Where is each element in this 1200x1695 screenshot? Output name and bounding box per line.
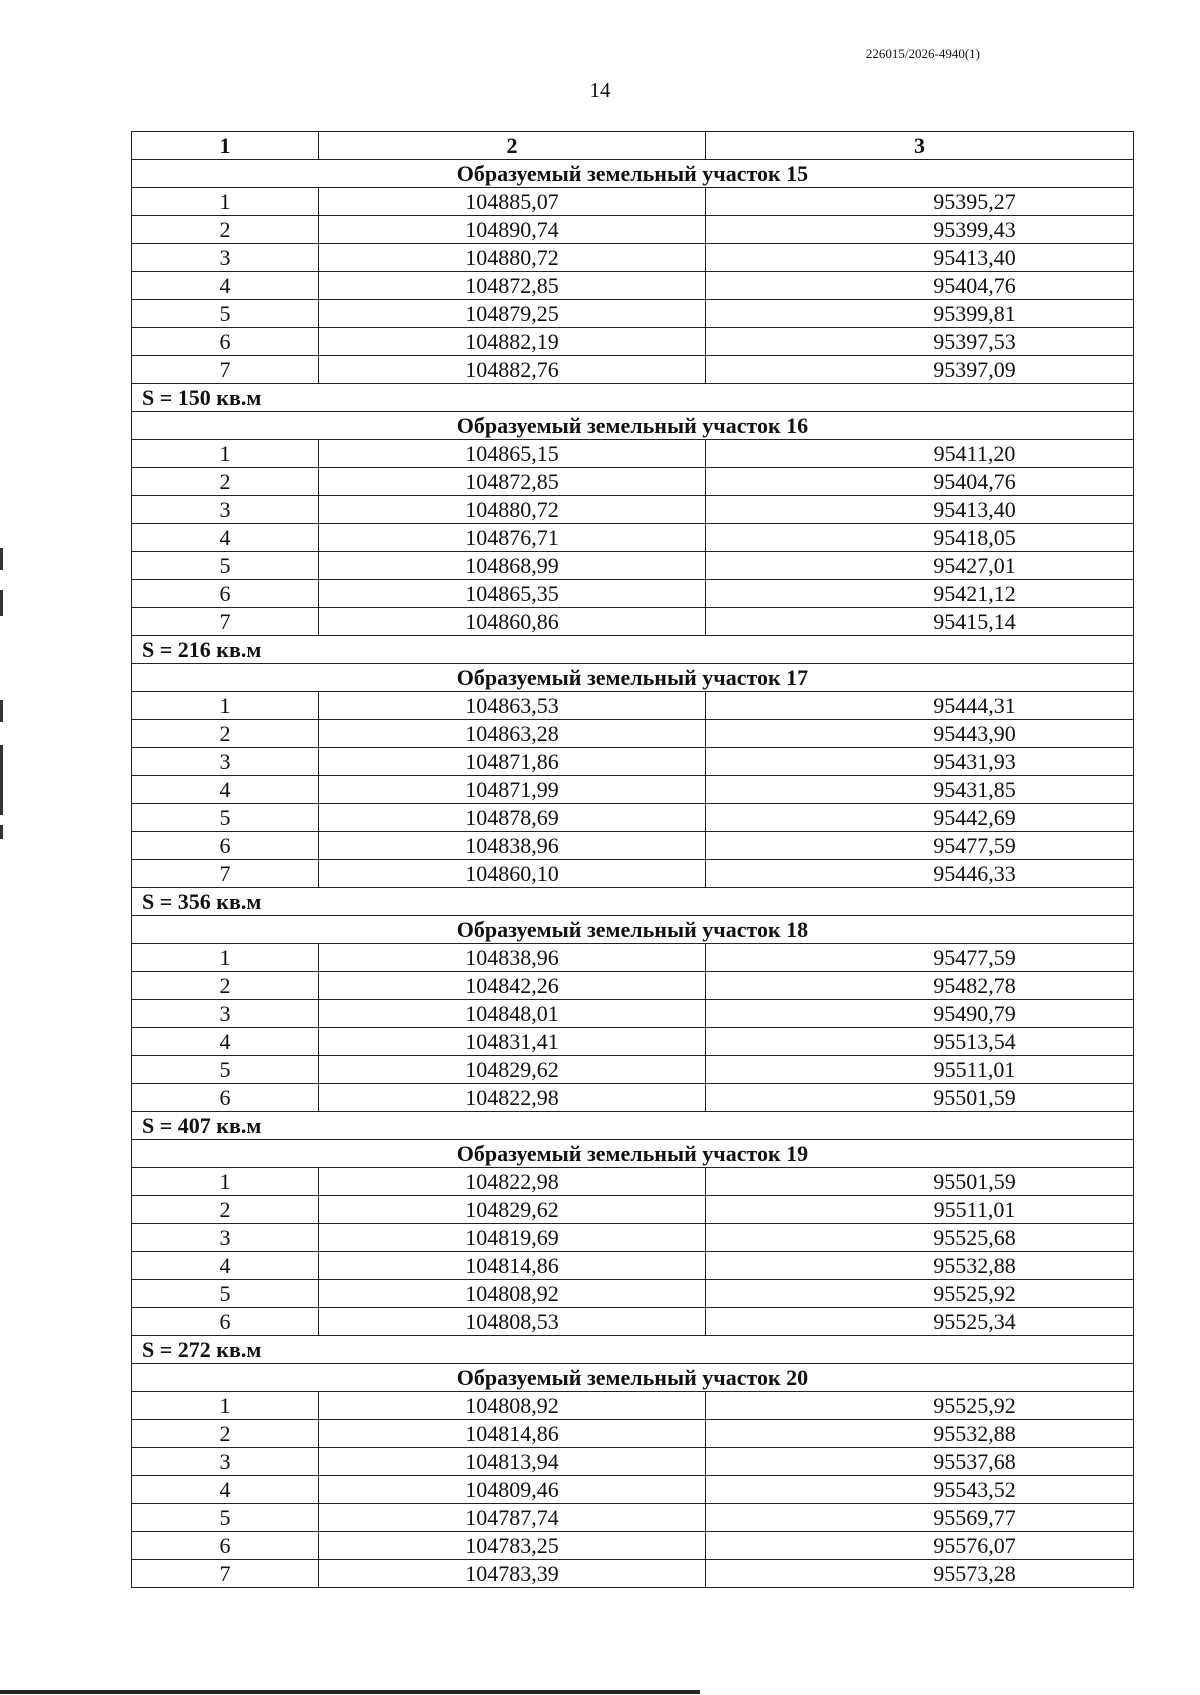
area-value: S = 356 кв.м (132, 888, 1134, 916)
point-number-cell: 3 (132, 1448, 319, 1476)
point-number-cell: 3 (132, 1000, 319, 1028)
y-coordinate-cell: 95525,68 (706, 1224, 1134, 1252)
x-coordinate-cell: 104878,69 (319, 804, 706, 832)
column-header: 1 (132, 132, 319, 160)
table-row (132, 1532, 1134, 1560)
x-coordinate-cell: 104842,26 (319, 972, 706, 1000)
point-number-cell: 1 (132, 692, 319, 720)
y-coordinate-cell: 95395,27 (706, 188, 1134, 216)
column-header: 3 (706, 132, 1134, 160)
point-number-cell: 4 (132, 272, 319, 300)
area-value: S = 216 кв.м (132, 636, 1134, 664)
x-coordinate-cell: 104808,92 (319, 1280, 706, 1308)
x-coordinate-cell: 104822,98 (319, 1084, 706, 1112)
point-number-cell: 5 (132, 1056, 319, 1084)
point-number-cell: 7 (132, 1560, 319, 1588)
y-coordinate-cell: 95443,90 (706, 720, 1134, 748)
point-number-cell: 5 (132, 300, 319, 328)
y-coordinate-cell: 95415,14 (706, 608, 1134, 636)
area-value: S = 272 кв.м (132, 1336, 1134, 1364)
table-row (132, 832, 1134, 860)
point-number-cell: 5 (132, 1504, 319, 1532)
y-coordinate-cell: 95411,20 (706, 440, 1134, 468)
table-row (132, 328, 1134, 356)
point-number-cell: 3 (132, 244, 319, 272)
point-number-cell: 7 (132, 356, 319, 384)
y-coordinate-cell: 95418,05 (706, 524, 1134, 552)
area-row (132, 636, 1134, 664)
point-number-cell: 2 (132, 468, 319, 496)
table-row (132, 1308, 1134, 1336)
section-title: Образуемый земельный участок 18 (132, 916, 1134, 944)
table-row (132, 1504, 1134, 1532)
y-coordinate-cell: 95537,68 (706, 1448, 1134, 1476)
point-number-cell: 1 (132, 1168, 319, 1196)
table-row (132, 776, 1134, 804)
table-row (132, 1280, 1134, 1308)
scan-bottom-rule (0, 1690, 700, 1694)
y-coordinate-cell: 95399,43 (706, 216, 1134, 244)
x-coordinate-cell: 104863,53 (319, 692, 706, 720)
x-coordinate-cell: 104880,72 (319, 496, 706, 524)
y-coordinate-cell: 95573,28 (706, 1560, 1134, 1588)
point-number-cell: 7 (132, 608, 319, 636)
x-coordinate-cell: 104868,99 (319, 552, 706, 580)
point-number-cell: 4 (132, 776, 319, 804)
table-row (132, 216, 1134, 244)
section-title-row (132, 412, 1134, 440)
x-coordinate-cell: 104819,69 (319, 1224, 706, 1252)
point-number-cell: 3 (132, 1224, 319, 1252)
point-number-cell: 2 (132, 720, 319, 748)
table-row (132, 608, 1134, 636)
y-coordinate-cell: 95421,12 (706, 580, 1134, 608)
table-row (132, 944, 1134, 972)
x-coordinate-cell: 104838,96 (319, 944, 706, 972)
point-number-cell: 1 (132, 944, 319, 972)
point-number-cell: 6 (132, 1084, 319, 1112)
table-row (132, 1168, 1134, 1196)
point-number-cell: 6 (132, 580, 319, 608)
x-coordinate-cell: 104885,07 (319, 188, 706, 216)
y-coordinate-cell: 95525,92 (706, 1392, 1134, 1420)
section-title-row (132, 1364, 1134, 1392)
y-coordinate-cell: 95501,59 (706, 1168, 1134, 1196)
y-coordinate-cell: 95397,53 (706, 328, 1134, 356)
table-row (132, 1420, 1134, 1448)
y-coordinate-cell: 95404,76 (706, 272, 1134, 300)
x-coordinate-cell: 104808,53 (319, 1308, 706, 1336)
area-row (132, 888, 1134, 916)
point-number-cell: 6 (132, 1532, 319, 1560)
x-coordinate-cell: 104872,85 (319, 468, 706, 496)
table-row (132, 272, 1134, 300)
point-number-cell: 6 (132, 832, 319, 860)
point-number-cell: 5 (132, 552, 319, 580)
scan-margin-mark (0, 590, 3, 616)
y-coordinate-cell: 95525,92 (706, 1280, 1134, 1308)
table-row (132, 524, 1134, 552)
point-number-cell: 1 (132, 1392, 319, 1420)
x-coordinate-cell: 104848,01 (319, 1000, 706, 1028)
area-value: S = 407 кв.м (132, 1112, 1134, 1140)
table-row (132, 720, 1134, 748)
y-coordinate-cell: 95576,07 (706, 1532, 1134, 1560)
section-title-row (132, 1140, 1134, 1168)
y-coordinate-cell: 95413,40 (706, 244, 1134, 272)
x-coordinate-cell: 104860,10 (319, 860, 706, 888)
x-coordinate-cell: 104879,25 (319, 300, 706, 328)
document-number: 226015/2026-4940(1) (865, 46, 980, 61)
point-number-cell: 4 (132, 1252, 319, 1280)
area-row (132, 1112, 1134, 1140)
point-number-cell: 2 (132, 216, 319, 244)
x-coordinate-cell: 104822,98 (319, 1168, 706, 1196)
y-coordinate-cell: 95501,59 (706, 1084, 1134, 1112)
scan-margin-mark (0, 548, 3, 570)
scan-margin-mark (0, 825, 3, 839)
y-coordinate-cell: 95543,52 (706, 1476, 1134, 1504)
table-header-row (132, 132, 1134, 160)
area-row (132, 1336, 1134, 1364)
x-coordinate-cell: 104880,72 (319, 244, 706, 272)
x-coordinate-cell: 104829,62 (319, 1196, 706, 1224)
x-coordinate-cell: 104783,39 (319, 1560, 706, 1588)
section-title: Образуемый земельный участок 20 (132, 1364, 1134, 1392)
table-row (132, 552, 1134, 580)
x-coordinate-cell: 104865,35 (319, 580, 706, 608)
section-title: Образуемый земельный участок 17 (132, 664, 1134, 692)
y-coordinate-cell: 95482,78 (706, 972, 1134, 1000)
scan-margin-mark (0, 745, 3, 815)
table-row (132, 860, 1134, 888)
y-coordinate-cell: 95399,81 (706, 300, 1134, 328)
area-value: S = 150 кв.м (132, 384, 1134, 412)
section-title: Образуемый земельный участок 19 (132, 1140, 1134, 1168)
x-coordinate-cell: 104814,86 (319, 1252, 706, 1280)
section-title-row (132, 916, 1134, 944)
section-title: Образуемый земельный участок 15 (132, 160, 1134, 188)
x-coordinate-cell: 104882,19 (319, 328, 706, 356)
table-row (132, 1252, 1134, 1280)
table-row (132, 1028, 1134, 1056)
y-coordinate-cell: 95532,88 (706, 1252, 1134, 1280)
section-title-row (132, 160, 1134, 188)
x-coordinate-cell: 104808,92 (319, 1392, 706, 1420)
x-coordinate-cell: 104863,28 (319, 720, 706, 748)
table-row (132, 804, 1134, 832)
table-row (132, 580, 1134, 608)
x-coordinate-cell: 104813,94 (319, 1448, 706, 1476)
y-coordinate-cell: 95532,88 (706, 1420, 1134, 1448)
table-row (132, 1448, 1134, 1476)
x-coordinate-cell: 104831,41 (319, 1028, 706, 1056)
table-row (132, 1000, 1134, 1028)
y-coordinate-cell: 95431,85 (706, 776, 1134, 804)
table-row (132, 1196, 1134, 1224)
section-title-row (132, 664, 1134, 692)
y-coordinate-cell: 95427,01 (706, 552, 1134, 580)
table-row (132, 1560, 1134, 1588)
table-body (132, 160, 1134, 1588)
y-coordinate-cell: 95446,33 (706, 860, 1134, 888)
y-coordinate-cell: 95525,34 (706, 1308, 1134, 1336)
x-coordinate-cell: 104809,46 (319, 1476, 706, 1504)
x-coordinate-cell: 104865,15 (319, 440, 706, 468)
point-number-cell: 7 (132, 860, 319, 888)
x-coordinate-cell: 104838,96 (319, 832, 706, 860)
table-row (132, 1476, 1134, 1504)
y-coordinate-cell: 95431,93 (706, 748, 1134, 776)
table-row (132, 1056, 1134, 1084)
x-coordinate-cell: 104876,71 (319, 524, 706, 552)
x-coordinate-cell: 104787,74 (319, 1504, 706, 1532)
y-coordinate-cell: 95442,69 (706, 804, 1134, 832)
table-row (132, 972, 1134, 1000)
x-coordinate-cell: 104860,86 (319, 608, 706, 636)
y-coordinate-cell: 95569,77 (706, 1504, 1134, 1532)
table-row (132, 468, 1134, 496)
point-number-cell: 2 (132, 972, 319, 1000)
point-number-cell: 3 (132, 496, 319, 524)
x-coordinate-cell: 104872,85 (319, 272, 706, 300)
coordinates-table (131, 131, 1134, 1588)
point-number-cell: 6 (132, 1308, 319, 1336)
table-row (132, 1392, 1134, 1420)
table-row (132, 300, 1134, 328)
point-number-cell: 4 (132, 524, 319, 552)
table-row (132, 188, 1134, 216)
point-number-cell: 5 (132, 804, 319, 832)
table-row (132, 1224, 1134, 1252)
area-row (132, 384, 1134, 412)
table-row (132, 440, 1134, 468)
scan-margin-mark (0, 700, 3, 722)
point-number-cell: 6 (132, 328, 319, 356)
point-number-cell: 2 (132, 1196, 319, 1224)
point-number-cell: 2 (132, 1420, 319, 1448)
page-number: 14 (589, 78, 611, 102)
table-row (132, 496, 1134, 524)
column-header: 2 (319, 132, 706, 160)
point-number-cell: 5 (132, 1280, 319, 1308)
x-coordinate-cell: 104871,86 (319, 748, 706, 776)
point-number-cell: 4 (132, 1476, 319, 1504)
y-coordinate-cell: 95490,79 (706, 1000, 1134, 1028)
y-coordinate-cell: 95477,59 (706, 832, 1134, 860)
y-coordinate-cell: 95444,31 (706, 692, 1134, 720)
y-coordinate-cell: 95513,54 (706, 1028, 1134, 1056)
y-coordinate-cell: 95511,01 (706, 1056, 1134, 1084)
y-coordinate-cell: 95511,01 (706, 1196, 1134, 1224)
y-coordinate-cell: 95397,09 (706, 356, 1134, 384)
x-coordinate-cell: 104829,62 (319, 1056, 706, 1084)
table-row (132, 244, 1134, 272)
table-row (132, 356, 1134, 384)
y-coordinate-cell: 95477,59 (706, 944, 1134, 972)
point-number-cell: 1 (132, 188, 319, 216)
table-row (132, 692, 1134, 720)
x-coordinate-cell: 104783,25 (319, 1532, 706, 1560)
table-row (132, 748, 1134, 776)
y-coordinate-cell: 95413,40 (706, 496, 1134, 524)
table-row (132, 1084, 1134, 1112)
point-number-cell: 1 (132, 440, 319, 468)
x-coordinate-cell: 104871,99 (319, 776, 706, 804)
x-coordinate-cell: 104890,74 (319, 216, 706, 244)
point-number-cell: 3 (132, 748, 319, 776)
section-title: Образуемый земельный участок 16 (132, 412, 1134, 440)
x-coordinate-cell: 104814,86 (319, 1420, 706, 1448)
point-number-cell: 4 (132, 1028, 319, 1056)
y-coordinate-cell: 95404,76 (706, 468, 1134, 496)
x-coordinate-cell: 104882,76 (319, 356, 706, 384)
